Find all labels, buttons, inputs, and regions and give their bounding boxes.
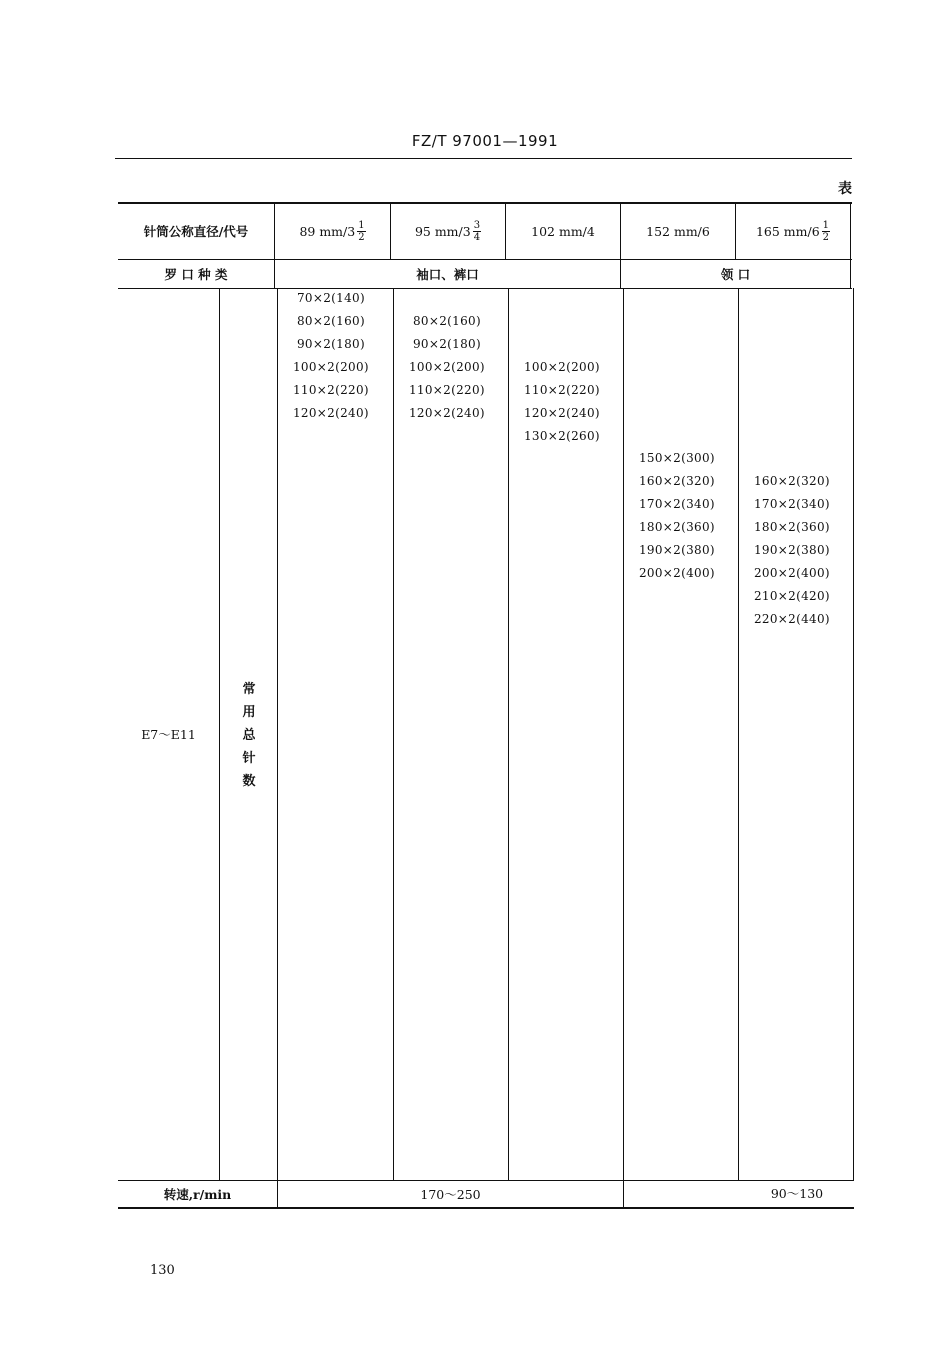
needle-count-value: 150×2(300) [639, 451, 715, 465]
col-divider-label-body [277, 288, 278, 1208]
diameter-col-1 [275, 203, 390, 259]
col-divider-3-body [508, 288, 509, 1180]
needle-count-value: 130×2(260) [524, 429, 600, 443]
needle-count-value: 120×2(240) [293, 406, 369, 420]
table-bottom-rule [118, 1207, 854, 1209]
needle-count-value: 210×2(420) [754, 589, 830, 603]
header-rule [115, 158, 852, 159]
needle-count-value: 70×2(140) [297, 291, 365, 305]
needle-count-value: 170×2(340) [639, 497, 715, 511]
needle-count-value: 100×2(200) [524, 360, 600, 374]
diameter-col-2 [391, 203, 505, 259]
rib-type-label: 罗 口 种 类 [164, 267, 228, 282]
needle-count-value: 80×2(160) [297, 314, 365, 328]
diameter-col-5-text: 165 mm/6 [755, 223, 820, 239]
needle-count-value: 200×2(400) [754, 566, 830, 580]
needle-count-value: 90×2(180) [413, 337, 481, 351]
speed-value-cuff: 170～250 [420, 1187, 481, 1202]
col-divider-2-body [393, 288, 394, 1180]
needle-count-value: 170×2(340) [754, 497, 830, 511]
diameter-col-5 [736, 203, 850, 259]
needle-count-value: 160×2(320) [639, 474, 715, 488]
col-divider-5-body [738, 288, 739, 1180]
needle-label-char: 用 [242, 705, 256, 720]
diameter-col-2-text: 95 mm/3 [414, 223, 471, 239]
needle-count-value: 100×2(200) [293, 360, 369, 374]
needle-count-value: 100×2(200) [409, 360, 485, 374]
table-label: 表 [838, 181, 852, 197]
needle-count-value: 190×2(380) [754, 543, 830, 557]
gauge-range: E7～E11 [141, 727, 196, 742]
needle-count-label [221, 678, 277, 793]
needle-count-value: 190×2(380) [639, 543, 715, 557]
col-divider-4-body [623, 288, 624, 1208]
diameter-header-label: 针筒公称直径/代号 [143, 224, 249, 239]
needle-count-value: 110×2(220) [524, 383, 600, 397]
table-right-border [850, 203, 851, 288]
needle-count-value: 180×2(360) [639, 520, 715, 534]
needle-count-value: 200×2(400) [639, 566, 715, 580]
needle-count-value: 220×2(440) [754, 612, 830, 626]
page-number: 130 [150, 1263, 175, 1278]
needle-label-char: 针 [242, 751, 256, 766]
speed-label: 转速,r/min [163, 1187, 232, 1202]
row2-bottom-rule [118, 288, 852, 289]
needle-count-value: 160×2(320) [754, 474, 830, 488]
diameter-col-3: 102 mm/4 [531, 223, 595, 239]
cuff-type: 袖口、裤口 [416, 267, 479, 282]
needle-count-value: 110×2(220) [293, 383, 369, 397]
needle-count-value: 80×2(160) [413, 314, 481, 328]
needle-count-value: 120×2(240) [409, 406, 485, 420]
needle-count-value: 120×2(240) [524, 406, 600, 420]
diameter-col-4: 152 mm/6 [646, 223, 710, 239]
document-code: FZ/T 97001—1991 [411, 132, 559, 150]
speed-value-collar: 90～130 [770, 1186, 824, 1201]
needle-label-divider [219, 288, 220, 1180]
needle-count-value: 110×2(220) [409, 383, 485, 397]
needle-label-char: 数 [242, 774, 256, 789]
table-right-border-body [853, 288, 854, 1180]
needle-label-char: 常 [242, 682, 256, 697]
needle-count-value: 180×2(360) [754, 520, 830, 534]
fraction-three-quarters: $\frac{3}{4}$ [473, 219, 481, 243]
needle-label-char: 总 [242, 728, 256, 743]
collar-type: 领 口 [720, 267, 751, 282]
fraction-half: $\frac{1}{2}$ [822, 219, 830, 243]
needle-count-value: 90×2(180) [297, 337, 365, 351]
diameter-col-1-text: 89 mm/3 [299, 223, 356, 239]
fraction-half: $\frac{1}{2}$ [358, 219, 365, 243]
